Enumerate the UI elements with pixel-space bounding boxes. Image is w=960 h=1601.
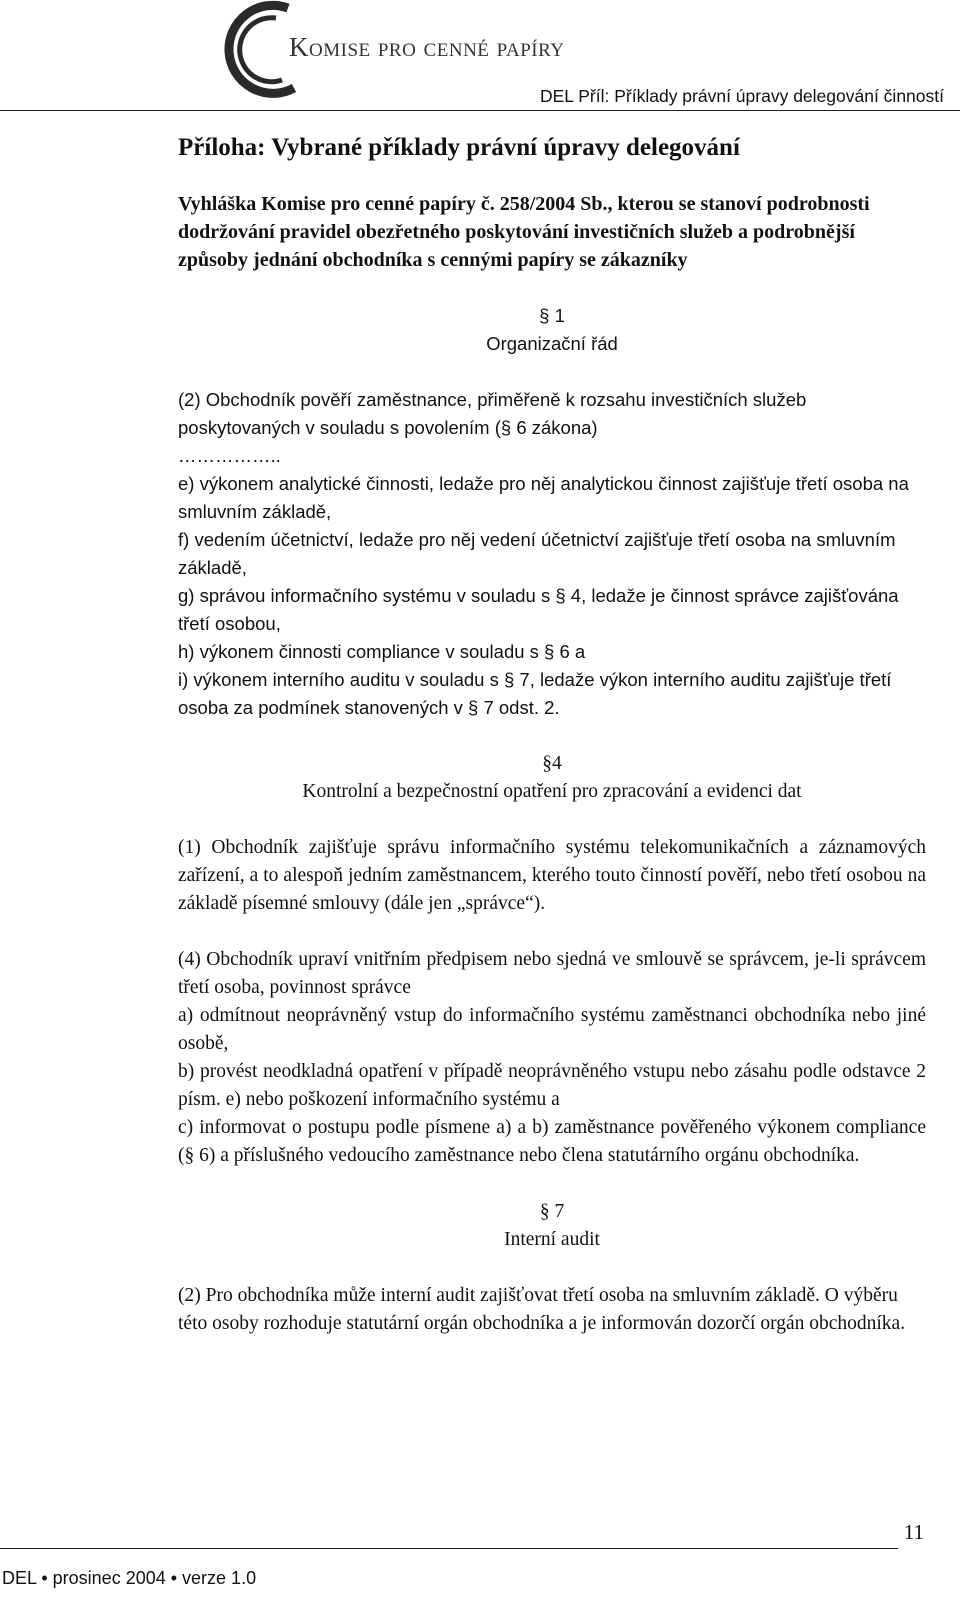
list-item: a) odmítnout neoprávněný vstup do informačního systému zaměstnanci obchodníka nebo jiné osobě, [178,1005,926,1054]
section-4-paragraph-1: (1) Obchodník zajišťuje správu informačního systému telekomunikačních a záznamových zařízení, a to alespoň jedním zaměstnancem, kterého touto činností pověří, nebo třetí osobou na základě písemné smlouvy (dále jen „správce“). [178,837,926,914]
list-item: i) výkonem interního auditu v souladu s § 7, ledaže výkon interního auditu zajišťuje třetí osoba za podmínek stanovených v § 7 odst. 2. [178,669,892,718]
section-1-heading: Organizační řád [486,333,618,354]
section-4 [178,750,926,1170]
page-title: Příloha: Vybrané příklady právní úpravy delegování [178,134,740,161]
list-item: c) informovat o postupu podle písmene a) a b) zaměstnance pověřeného výkonem compliance (§ 6) a příslušného vedoucího zaměstnance nebo člena statutárního orgánu obchodníka. [178,1117,926,1166]
footer-text: DEL • prosinec 2004 • verze 1.0 [2,1568,257,1588]
list-item: f) vedením účetnictví, ledaže pro něj vedení účetnictví zajišťuje třetí osoba na smluvním základě, [178,529,896,578]
section-1-number: § 1 [539,305,565,326]
section-1 [178,302,926,722]
section-4-paragraph-4: (4) Obchodník upraví vnitřním předpisem nebo sjedná ve smlouvě se správcem, je-li správcem třetí osoba, povinnost správce [178,949,926,998]
footer-rule [0,1548,898,1549]
list-item: g) správou informačního systému v souladu s § 4, ledaže je činnost správce zajišťována třetí osobou, [178,585,899,634]
list-item: b) provést neodkladná opatření v případě neoprávněného vstupu nebo zásahu podle odstavce 2 písm. e) nebo poškození informačního systému a [178,1061,926,1110]
page-number: 11 [903,1520,924,1544]
header-rule [0,110,960,111]
document-body [178,132,926,1338]
ellipsis: …………….. [178,445,281,466]
decree-title: Vyhláška Komise pro cenné papíry č. 258/2004 Sb., kterou se stanoví podrobnosti dodržování pravidel obezřetného poskytování investičních služeb a podrobnější způsoby jednání obchodníka s cennými papíry se zákazníky [178,193,870,271]
section-4-number: §4 [542,753,562,774]
section-7 [178,1198,926,1338]
header-subtitle: DEL Příl: Příklady právní úpravy delegování činností [540,86,944,106]
brand-name: Komise pro cenné papíry [289,32,565,62]
section-1-intro: (2) Obchodník pověří zaměstnance, přiměřeně k rozsahu investičních služeb poskytovaných v souladu s povolením (§ 6 zákona) [178,389,807,438]
section-4-heading: Kontrolní a bezpečnostní opatření pro zpracování a evidenci dat [302,781,802,802]
list-item: e) výkonem analytické činnosti, ledaže pro něj analytickou činnost zajišťuje třetí osoba na smluvním základě, [178,473,909,522]
section-7-number: § 7 [539,1201,565,1222]
list-item: h) výkonem činnosti compliance v souladu s § 6 a [178,641,586,662]
section-7-paragraph-2: (2) Pro obchodníka může interní audit zajišťovat třetí osoba na smluvním základě. O výběru této osoby rozhoduje statutární orgán obchodníka a je informován dozorčí orgán obchodníka. [178,1285,906,1334]
section-7-heading: Interní audit [504,1229,600,1250]
